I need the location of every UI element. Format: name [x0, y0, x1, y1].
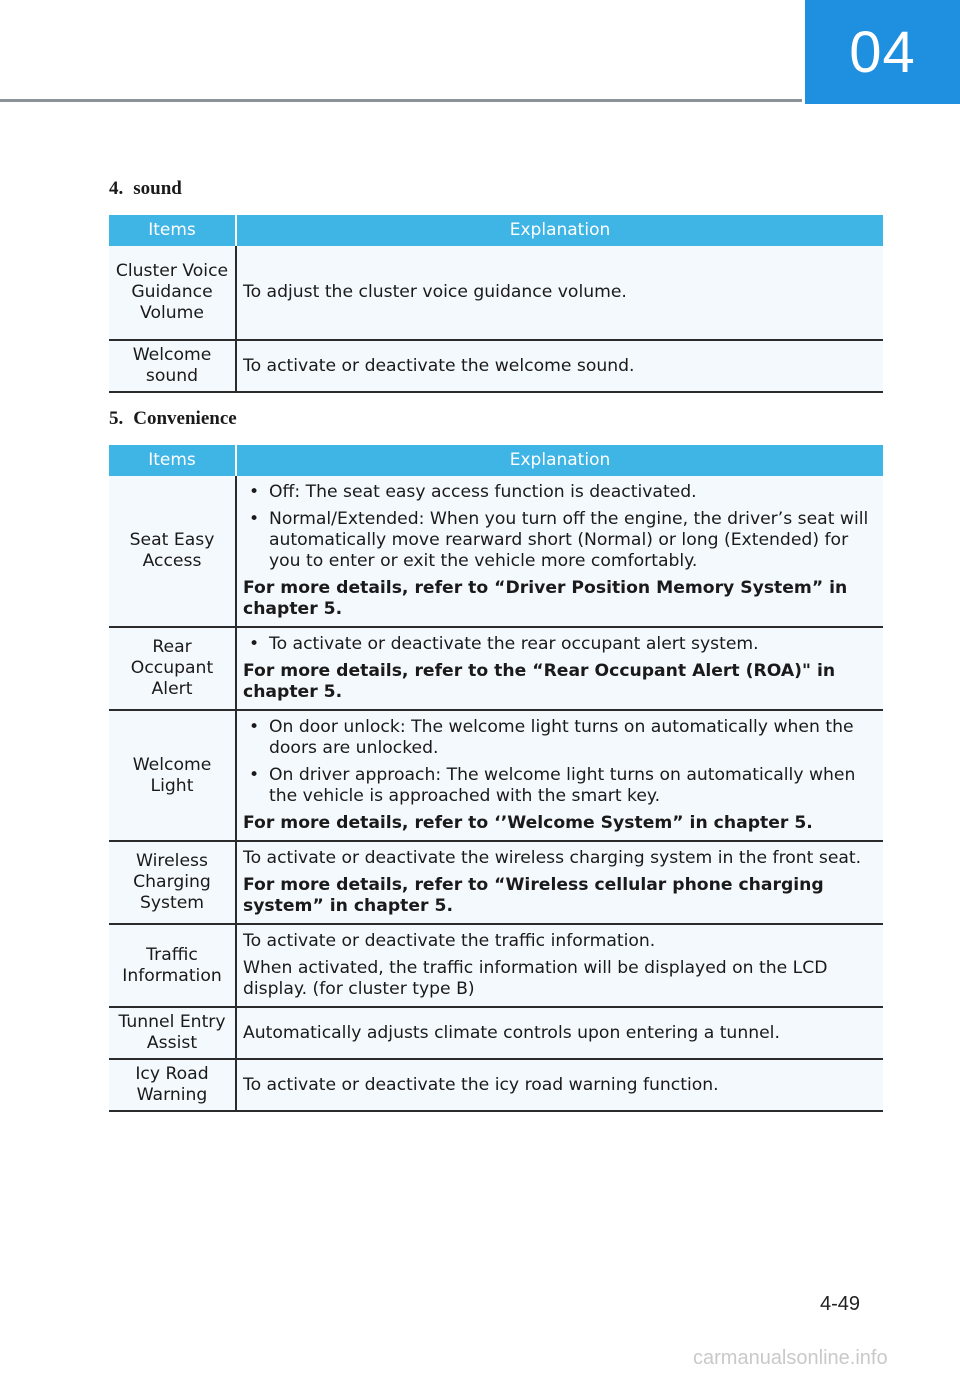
- table-row: [109, 1059, 883, 1111]
- item-rear-occupant-alert: Rear Occupant Alert: [109, 627, 236, 710]
- table-row: [109, 924, 883, 1007]
- item-tunnel-entry-assist: Tunnel Entry Assist: [109, 1007, 236, 1059]
- header-explanation: Explanation: [236, 445, 883, 476]
- explanation-cluster-voice-guidance-volume: To adjust the cluster voice guidance volume.: [236, 246, 883, 340]
- header-items: Items: [109, 215, 236, 246]
- table-row: [109, 476, 883, 627]
- section-heading-convenience: [109, 408, 237, 430]
- table-row: [109, 841, 883, 924]
- reference-note: For more details, refer to “Driver Position Memory System” in chapter 5.: [243, 578, 848, 619]
- explanation-traffic-information: [236, 924, 883, 1007]
- explanation-rear-occupant-alert: [236, 627, 883, 710]
- explanation-tunnel-entry-assist: Automatically adjusts climate controls upon entering a tunnel.: [236, 1007, 883, 1059]
- table-row: [109, 710, 883, 841]
- bullet-item: • To activate or deactivate the rear occupant alert system.: [243, 634, 875, 655]
- bullet-list: [243, 634, 875, 655]
- page-number: 4-49: [820, 1293, 861, 1315]
- table-header-row: [109, 215, 883, 246]
- bullet-item: • Off: The seat easy access function is deactivated.: [243, 482, 875, 503]
- convenience-table: [109, 445, 883, 1112]
- section-title: sound: [133, 178, 182, 199]
- explanation-welcome-light: [236, 710, 883, 841]
- section-title: Convenience: [133, 408, 237, 429]
- item-cluster-voice-guidance-volume: Cluster Voice Guidance Volume: [109, 246, 236, 340]
- header-explanation: Explanation: [236, 215, 883, 246]
- item-wireless-charging-system: Wireless Charging System: [109, 841, 236, 924]
- item-traffic-information: Traffic Information: [109, 924, 236, 1007]
- bullet-item: • On door unlock: The welcome light turns on automatically when the doors are unlocked.: [243, 717, 875, 759]
- table-row: [109, 246, 883, 340]
- explanation-text: To activate or deactivate the traffic information.: [243, 931, 656, 951]
- table-row: [109, 1007, 883, 1059]
- header-items: Items: [109, 445, 236, 476]
- explanation-icy-road-warning: To activate or deactivate the icy road warning function.: [236, 1059, 883, 1111]
- item-seat-easy-access: Seat Easy Access: [109, 476, 236, 627]
- item-welcome-sound: Welcome sound: [109, 340, 236, 392]
- bullet-list: [243, 717, 875, 807]
- explanation-text: To activate or deactivate the wireless charging system in the front seat.: [243, 848, 862, 868]
- table-header-row: [109, 445, 883, 476]
- explanation-welcome-sound: To activate or deactivate the welcome sound.: [236, 340, 883, 392]
- bullet-item: • Normal/Extended: When you turn off the engine, the driver’s seat will automatically move rearward short (Normal) or long (Extended) for you to enter or exit the vehicle more comfortably.: [243, 509, 875, 572]
- section-number: 4.: [109, 178, 124, 199]
- table-row: [109, 627, 883, 710]
- item-icy-road-warning: Icy Road Warning: [109, 1059, 236, 1111]
- reference-note: For more details, refer to ‘’Welcome System” in chapter 5.: [243, 813, 813, 833]
- explanation-text: When activated, the traffic information will be displayed on the LCD display. (for cluster type B): [243, 958, 828, 999]
- sound-table: [109, 215, 883, 393]
- header-rule: [0, 99, 802, 102]
- reference-note: For more details, refer to the “Rear Occupant Alert (ROA)" in chapter 5.: [243, 661, 836, 702]
- section-number: 5.: [109, 408, 124, 429]
- table-row: [109, 340, 883, 392]
- reference-note: For more details, refer to “Wireless cellular phone charging system” in chapter 5.: [243, 875, 824, 916]
- explanation-seat-easy-access: [236, 476, 883, 627]
- item-welcome-light: Welcome Light: [109, 710, 236, 841]
- chapter-tab: 04: [805, 0, 960, 104]
- bullet-item: • On driver approach: The welcome light turns on automatically when the vehicle is approached with the smart key.: [243, 765, 875, 807]
- section-heading-sound: [109, 178, 182, 200]
- explanation-wireless-charging-system: [236, 841, 883, 924]
- bullet-list: [243, 482, 875, 572]
- watermark: carmanualsonline.info: [693, 1347, 888, 1369]
